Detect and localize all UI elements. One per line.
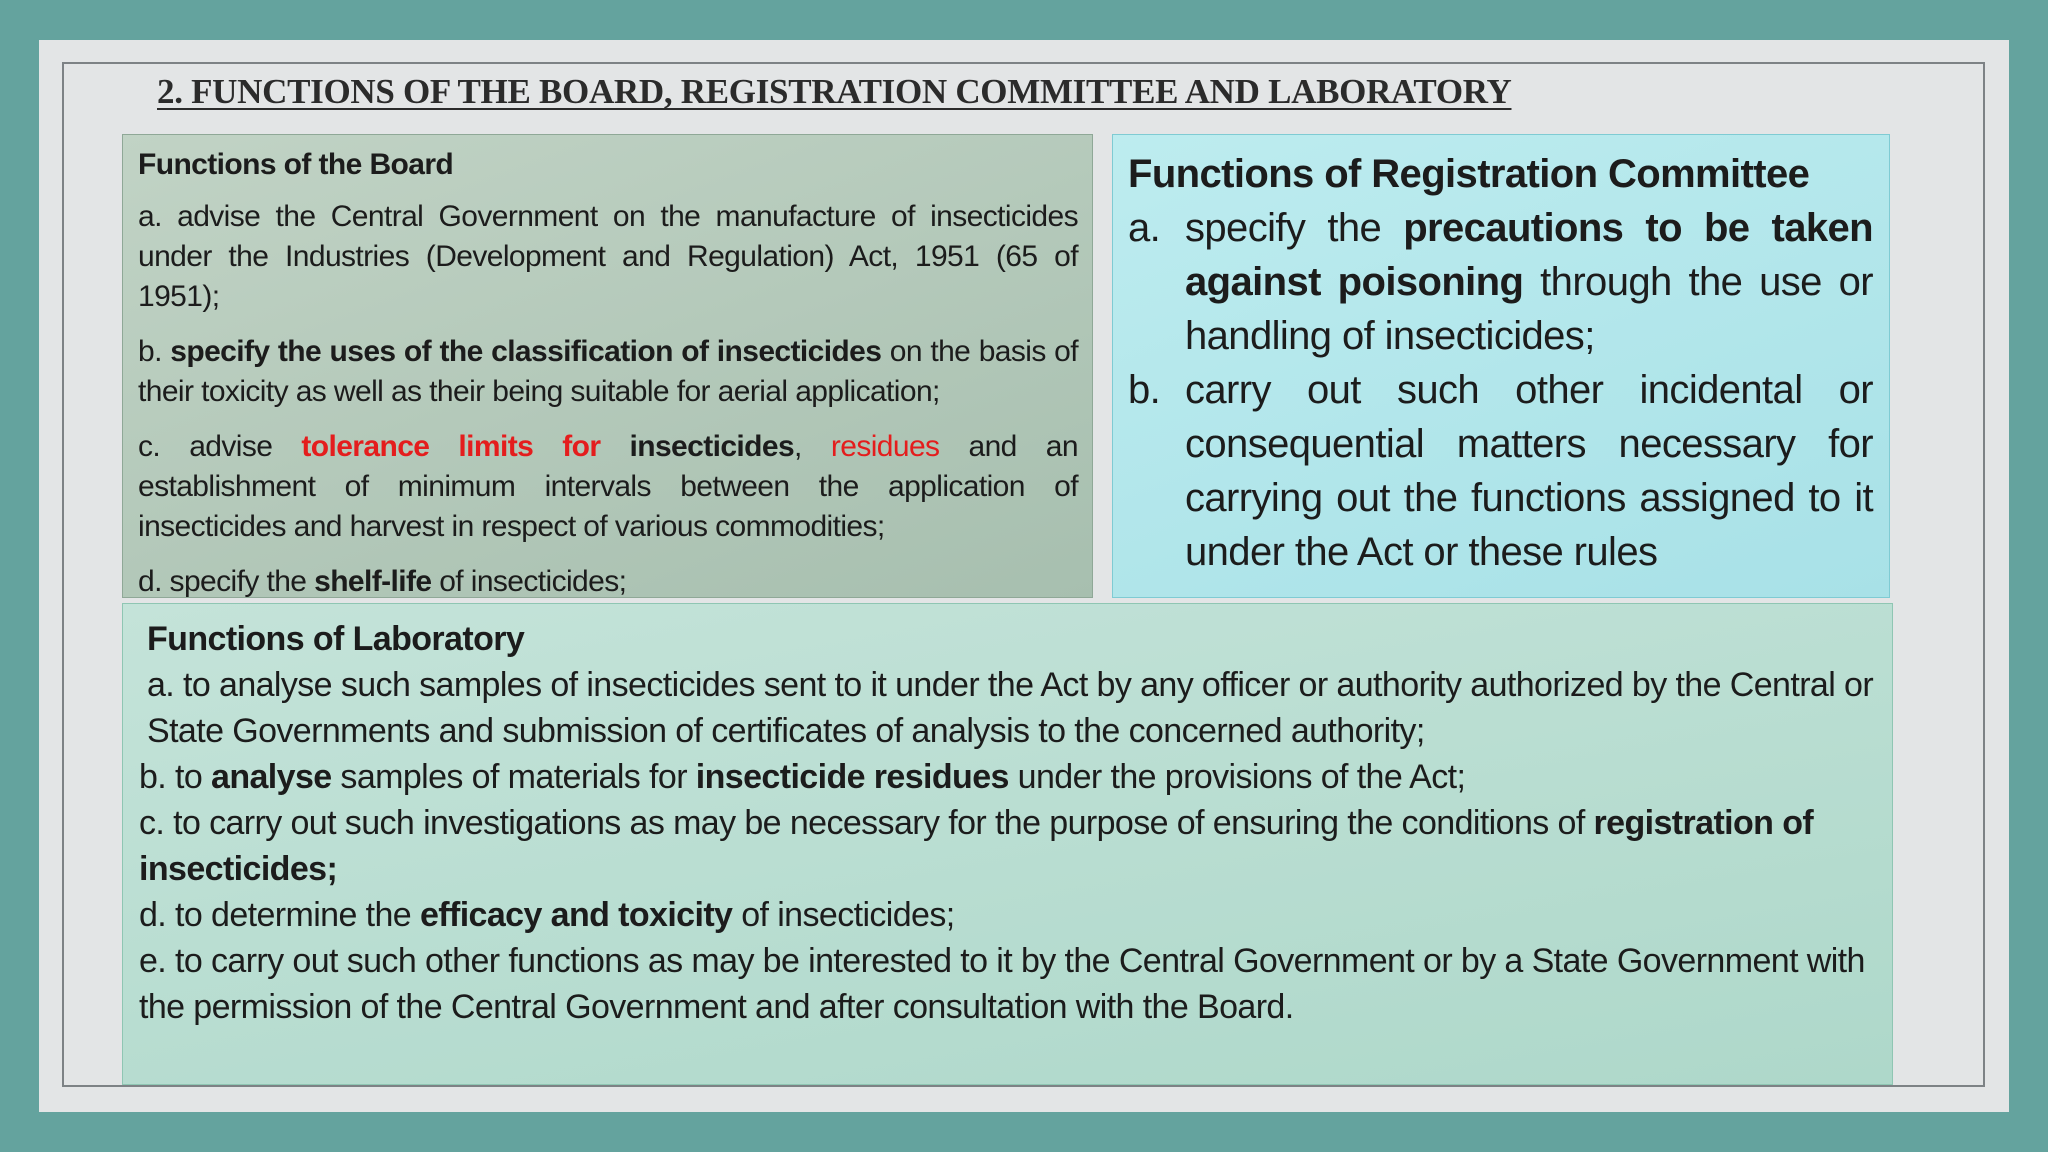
registration-item-a-rest: through the use or handling of insecticides;: [1185, 260, 1873, 358]
laboratory-item-b: [139, 754, 1876, 800]
laboratory-item-c-bold: registration of insecticides;: [139, 804, 1814, 888]
board-item-b: [138, 332, 1078, 412]
laboratory-item-b-bold2: insecticide residues: [695, 758, 1009, 796]
laboratory-item-b-prefix: b. to: [139, 758, 212, 796]
registration-item-b-text: carry out such other incidental or consequential matters necessary for carrying out the functions assigned to it under the Act or these rules: [1185, 368, 1873, 574]
laboratory-item-e: e. to carry out such other functions as may be interested to it by the Central Government or by a State Government with the permission of the Central Government and after consultation with the Board.: [139, 942, 1865, 1026]
laboratory-item-a: a. to analyse such samples of insecticides sent to it under the Act by any officer or authority authorized by the Central or State Governments and submission of certificates of analysis to the concerned authority;: [147, 666, 1874, 750]
board-item-a: [138, 197, 1078, 317]
laboratory-item-b-mid: samples of materials for: [331, 758, 696, 796]
board-heading: Functions of the Board: [138, 148, 454, 181]
laboratory-item-b-rest: under the provisions of the Act;: [1008, 758, 1466, 796]
laboratory-heading: Functions of Laboratory: [147, 620, 525, 658]
registration-item-a-text: [1185, 201, 1873, 363]
board-item-c: [138, 427, 1078, 547]
board-item-b-prefix: b.: [138, 335, 171, 368]
laboratory-item-d: [139, 892, 1876, 938]
board-item-a-text: a. advise the Central Government on the manufacture of insecticides under the Industries (Development and Regulation) Act, 1951 (65 of 1951);: [138, 200, 1078, 313]
board-item-d-bold: shelf-life: [314, 565, 432, 598]
slide: [39, 40, 2009, 1112]
board-item-c-prefix: c. advise: [138, 430, 302, 463]
laboratory-item-d-bold: efficacy and toxicity: [419, 896, 733, 934]
registration-heading: Functions of Registration Committee: [1128, 152, 1810, 196]
laboratory-item-b-bold1: analyse: [211, 758, 332, 796]
laboratory-item-c: [139, 800, 1876, 892]
board-item-c-red: residues: [830, 430, 940, 463]
registration-item-a: [1128, 201, 1873, 363]
laboratory-functions-panel: [122, 603, 1893, 1085]
page-title: 2. FUNCTIONS OF THE BOARD, REGISTRATION COMMITTEE AND LABORATORY: [157, 72, 1512, 111]
board-item-d: [138, 562, 1078, 602]
board-item-c-rest: and an establishment of minimum intervals between the application of insecticides and harvest in respect of various commodities;: [138, 430, 1078, 543]
board-item-b-rest: on the basis of their toxicity as well as their being suitable for aerial application;: [138, 335, 1078, 408]
registration-committee-panel: [1112, 134, 1890, 598]
laboratory-item-d-prefix: d. to determine the: [139, 896, 420, 934]
registration-item-b-label: b.: [1128, 368, 1161, 412]
board-item-b-bold: specify the uses of the classification of insecticides: [170, 335, 882, 368]
registration-item-a-prefix: specify the: [1185, 206, 1404, 250]
laboratory-item-d-rest: of insecticides;: [732, 896, 955, 934]
board-item-c-red-bold: tolerance limits for: [301, 430, 601, 463]
laboratory-item-c-prefix: c. to carry out such investigations as may be necessary for the purpose of ensuring the conditions of: [139, 804, 1594, 842]
board-item-d-rest: of insecticides;: [431, 565, 627, 598]
registration-item-a-label: a.: [1128, 206, 1161, 250]
board-item-c-comma: ,: [794, 430, 831, 463]
board-item-d-prefix: d. specify the: [138, 565, 315, 598]
registration-item-a-bold: precautions to be taken against poisoning: [1185, 206, 1874, 304]
board-item-c-bold: insecticides: [629, 430, 795, 463]
board-functions-panel: [122, 134, 1093, 598]
board-item-c-space: [600, 430, 629, 463]
registration-item-b: [1128, 363, 1873, 579]
